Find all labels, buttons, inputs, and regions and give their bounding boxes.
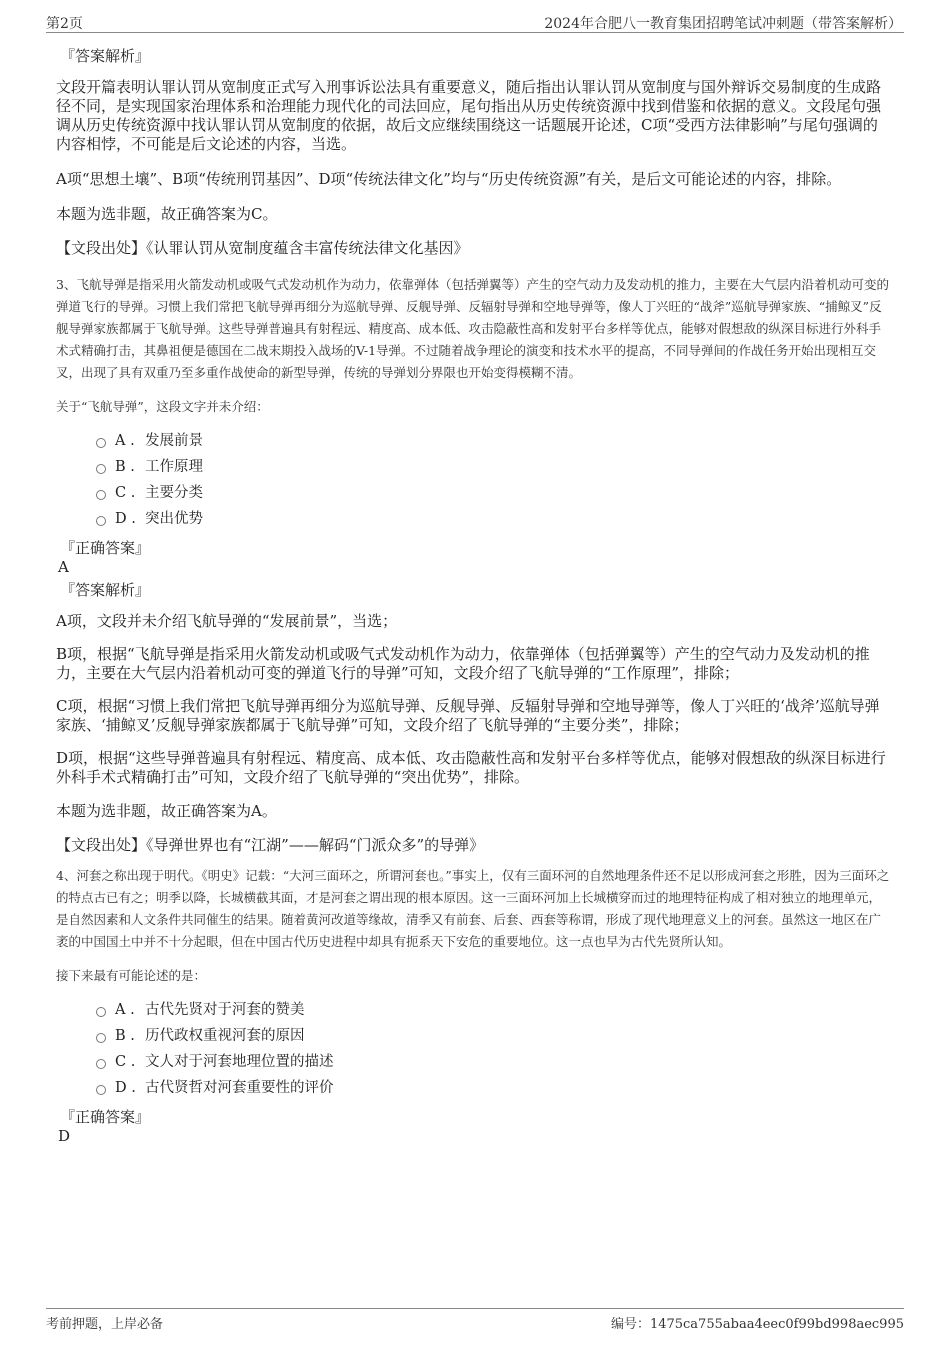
option-text: 主要分类 xyxy=(145,485,203,501)
q2-conclusion: 本题为选非题，故正确答案为C。 xyxy=(56,205,278,223)
q3-analysis-c: C项，根据“习惯上我们常把飞航导弹再细分为巡航导弹、反舰导弹、反辐射导弹和空地导弹等，像人丁兴旺的‘战斧’巡航导弹家族、‘捕鲸叉’反舰导弹家族都属于飞航导弹”可知，文段介绍了飞航导弹的“主要分类”，排除； xyxy=(56,697,880,734)
q4-correct-answer: D xyxy=(58,1127,71,1145)
radio-icon[interactable] xyxy=(96,1059,106,1069)
option-letter: C . xyxy=(115,1054,136,1070)
option-text: 文人对于河套地理位置的描述 xyxy=(145,1054,334,1070)
option-text: 古代先贤对于河套的赞美 xyxy=(145,1002,305,1018)
q2-analysis-label: 『答案解析』 xyxy=(60,47,151,65)
option-text: 古代贤哲对河套重要性的评价 xyxy=(145,1080,334,1096)
radio-icon[interactable] xyxy=(96,1007,106,1017)
option-letter: A . xyxy=(115,1002,135,1018)
document-body xyxy=(56,46,892,1145)
q3-option-d[interactable] xyxy=(96,506,892,532)
q3-analysis-d: D项，根据“这些导弹普遍具有射程远、精度高、成本低、攻击隐蔽性高和发射平台多样等优点，能够对假想敌的纵深目标进行外科手术式精确打击”可知，文段介绍了飞航导弹的“突出优势”，排除。 xyxy=(56,749,886,786)
option-text: 工作原理 xyxy=(145,459,203,475)
q3-analysis-a: A项，文段并未介绍飞航导弹的“发展前景”，当选； xyxy=(56,612,398,630)
radio-icon[interactable] xyxy=(96,438,106,448)
q3-analysis-b: B项，根据“飞航导弹是指采用火箭发动机或吸气式发动机作为动力，依靠弹体（包括弹翼等）产生的空气动力及发动机的推力，主要在大气层内沿着机动可变的弹道飞行的导弹”可知，文段介绍了飞航导弹的“工作原理”，排除； xyxy=(56,645,870,682)
q3-option-c[interactable] xyxy=(96,480,892,506)
q3-source: 【文段出处】《导弹世界也有“江湖”——解码“门派众多”的导弹》 xyxy=(56,836,485,854)
option-letter: C . xyxy=(115,485,136,501)
footer-slogan: 考前押题，上岸必备 xyxy=(46,1317,164,1332)
footer-divider xyxy=(46,1308,904,1309)
option-letter: D . xyxy=(115,511,136,527)
option-text: 历代政权重视河套的原因 xyxy=(145,1028,305,1044)
option-text: 发展前景 xyxy=(145,433,203,449)
radio-icon[interactable] xyxy=(96,1085,106,1095)
q4-correct-label: 『正确答案』 xyxy=(60,1108,151,1126)
option-text: 突出优势 xyxy=(145,511,203,527)
option-letter: A . xyxy=(115,433,135,449)
header-divider xyxy=(46,32,904,33)
option-letter: B . xyxy=(115,459,135,475)
q3-passage: 3、飞航导弹是指采用火箭发动机或吸气式发动机作为动力，依靠弹体（包括弹翼等）产生的空气动力及发动机的推力，主要在大气层内沿着机动可变的弹道飞行的导弹。习惯上我们常把飞航导弹再细分为巡航导弹、反舰导弹、反辐射导弹和空地导弹等，像人丁兴旺的“战斧”巡航导弹家族、“捕鲸叉”反舰导弹家族都属于飞航导弹。这些导弹普遍具有射程远、精度高、成本低、攻击隐蔽性高和发射平台多样等优点，能够对假想敌的纵深目标进行外科手术式精确打击，其鼻祖便是德国在二战末期投入战场的V-1导弹。不过随着战争理论的演变和技术水平的提高，不同导弹间的作战任务开始出现相互交叉，出现了具有双重乃至多重作战使命的新型导弹，传统的导弹划分界限也开始变得模糊不清。 xyxy=(56,277,889,380)
q3-correct-label: 『正确答案』 xyxy=(60,539,151,557)
q3-conclusion: 本题为选非题，故正确答案为A。 xyxy=(56,802,277,820)
q4-option-c[interactable] xyxy=(96,1049,892,1075)
q3-question: 关于“飞航导弹”，这段文字并未介绍： xyxy=(56,399,269,414)
radio-icon[interactable] xyxy=(96,490,106,500)
document-title: 2024年合肥八一教育集团招聘笔试冲刺题（带答案解析） xyxy=(544,16,902,32)
q3-option-b[interactable] xyxy=(96,454,892,480)
q4-option-a[interactable] xyxy=(96,997,892,1023)
q4-option-d[interactable] xyxy=(96,1075,892,1101)
radio-icon[interactable] xyxy=(96,1033,106,1043)
q4-option-b[interactable] xyxy=(96,1023,892,1049)
q2-source: 【文段出处】《认罪认罚从宽制度蕴含丰富传统法律文化基因》 xyxy=(56,239,469,257)
q3-option-a[interactable] xyxy=(96,428,892,454)
q2-analysis-para-2: A项“思想土壤”、B项“传统刑罚基因”、D项“传统法律文化”均与“历史传统资源”有关，是后文可能论述的内容，排除。 xyxy=(56,170,842,188)
page-number: 第2页 xyxy=(46,16,83,32)
q2-analysis-para-1: 文段开篇表明认罪认罚从宽制度正式写入刑事诉讼法具有重要意义，随后指出认罪认罚从宽制度与国外辩诉交易制度的生成路径不同，是实现国家治理体系和治理能力现代化的司法回应，尾句指出从历史传统资源中找到借鉴和依据的意义。文段尾句强调从历史传统资源中找认罪认罚从宽制度的依据，故后文应继续围绕这一话题展开论述，C项“受西方法律影响”与尾句强调的内容相悖，不可能是后文论述的内容，当选。 xyxy=(56,78,882,153)
q4-passage: 4、河套之称出现于明代。《明史》记载：“大河三面环之，所谓河套也。”事实上，仅有三面环河的自然地理条件还不足以形成河套之形胜，因为三面环之的特点古已有之；明季以降，长城横截其面，才是河套之谓出现的根本原因。这一三面环河加上长城横穿而过的地理特征构成了相对独立的地理单元，是自然因素和人文条件共同催生的结果。随着黄河改道等缘故，清季又有前套、后套、西套等称谓，形成了现代地理意义上的河套。虽然这一地区在广袤的中国国土中并不十分起眼，但在中国古代历史进程中却具有扼系天下安危的重要地位。这一点也早为古代先贤所认知。 xyxy=(56,868,890,949)
option-letter: B . xyxy=(115,1028,135,1044)
q3-correct-answer: A xyxy=(58,558,69,576)
document-serial: 编号：1475ca755abaa4eec0f99bd998aec995 xyxy=(610,1317,904,1332)
radio-icon[interactable] xyxy=(96,516,106,526)
q4-question: 接下来最有可能论述的是： xyxy=(56,968,207,983)
q3-options xyxy=(96,428,892,532)
q3-analysis-label: 『答案解析』 xyxy=(60,581,151,599)
q4-options xyxy=(96,997,892,1101)
option-letter: D . xyxy=(115,1080,136,1096)
radio-icon[interactable] xyxy=(96,464,106,474)
